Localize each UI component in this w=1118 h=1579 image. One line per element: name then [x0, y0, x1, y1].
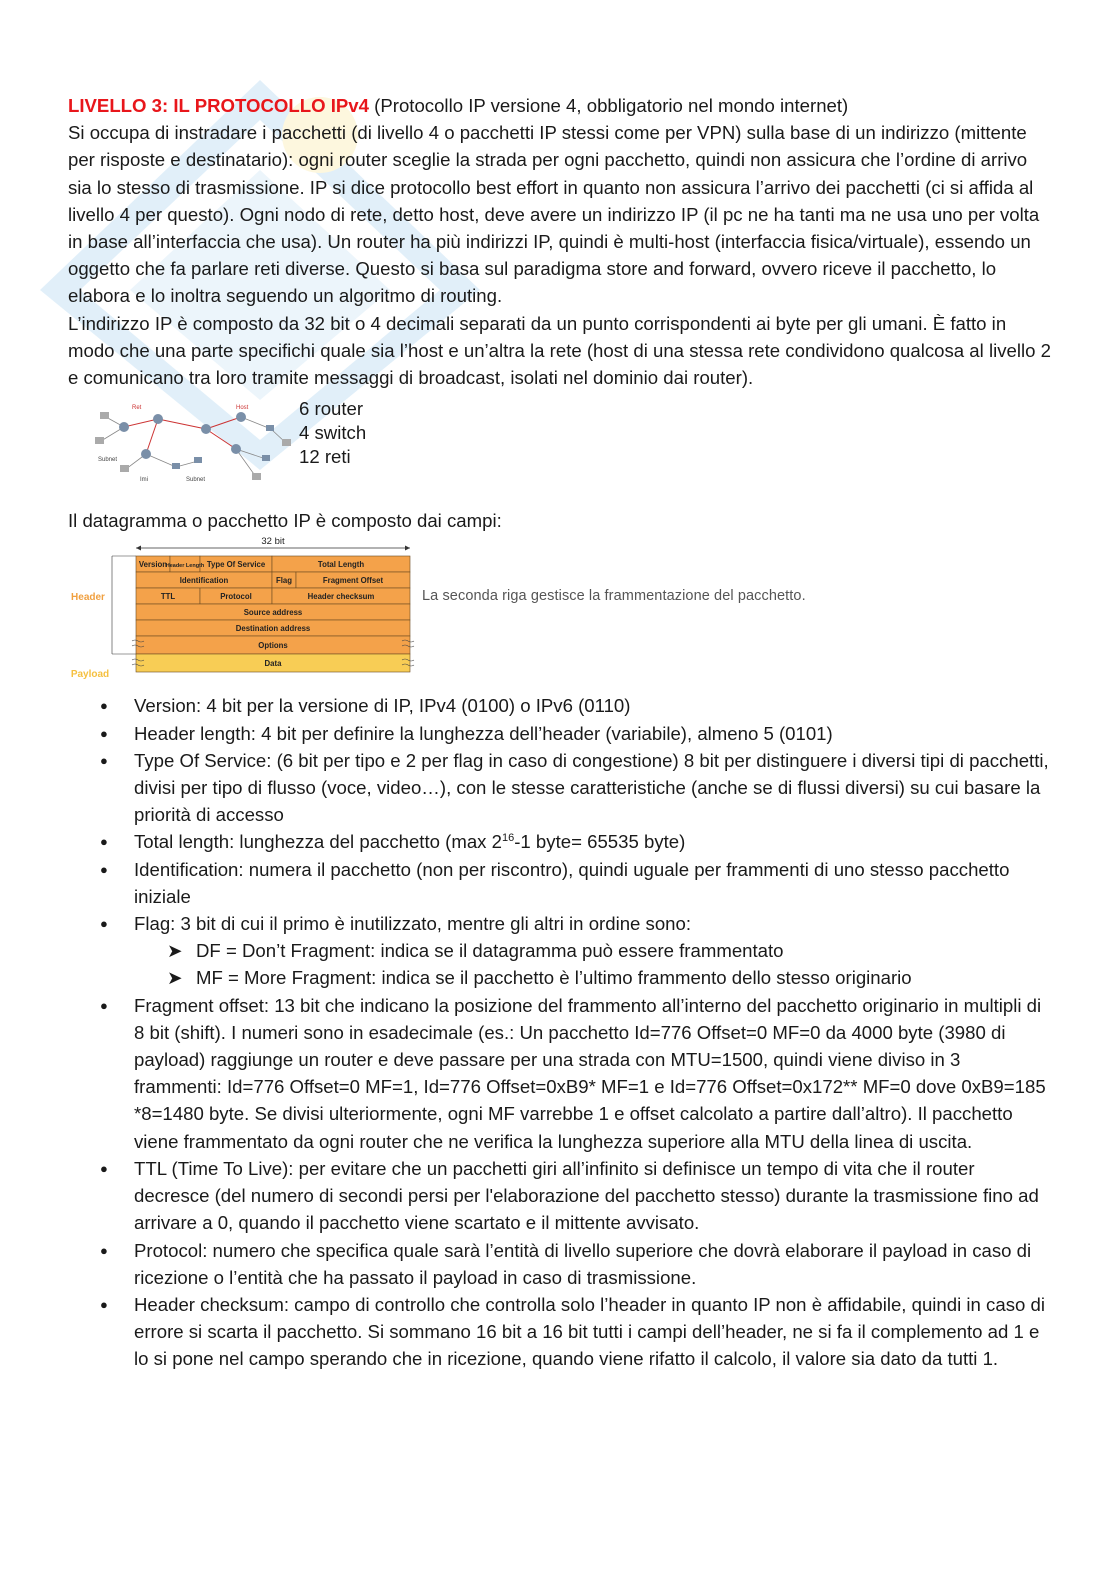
ttl-description: TTL (Time To Live): per evitare che un pacchetti giri all’infinito si definisce un tempo di vita che il router decresce (del numero di secondi persi per l'elaborazione del pacchetto stesso) durante la trasmissione fino ad arrivare a 0, quando il pacchetto viene scartato e il mittente avvisato.	[134, 1157, 1039, 1234]
version-description: Version: 4 bit per la versione di IP, IPv4 (0100) o IPv6 (0110)	[134, 695, 631, 717]
ip-address-paragraph: L’indirizzo IP è composto da 32 bit o 4 decimali separati da un punto corrispondenti ai byte per gli umani. È fatto in modo che una parte specifichi quale sia l’host e un’altra la rete (host di una stessa rete condividono qualcosa al livello 2 e comunicano tra loro tramite messaggi di broadcast, isolati nel dominio dai router).	[68, 312, 1051, 389]
field-tos: Type Of Service	[206, 560, 266, 570]
network-example	[68, 395, 1053, 493]
list-item	[68, 1291, 1053, 1373]
list-item	[68, 910, 1053, 992]
datagram-intro: Il datagramma o pacchetto IP è composto dai campi:	[68, 510, 502, 532]
section-title: LIVELLO 3: IL PROTOCOLLO IPv4	[68, 95, 369, 116]
total-length-tail: -1 byte= 65535 byte)	[514, 831, 686, 853]
tiny-label: Imi	[140, 477, 148, 484]
fragment-offset-description: Fragment offset: 13 bit che indicano la posizione del frammento all’interno del pacchetto originario in multipli di 8 bit (shift). I numeri sono in esadecimale (es.: Un pacchetto Id=776 Offset=0 MF=0 da 4000 byte (3980 di payload) raggiunge un router e deve passare per una strada con MTU=1500, quindi viene diviso in 3 frammenti: Id=776 Offset=0 MF=1, Id=776 Offset=0xB9* MF=1 e Id=776 Offset=0x172** MF=0 dove 0xB9=185 *8=1480 byte. Se divisi ulteriormente, ogni MF varrebbe 1 e offset calcolato a partire dall’altro). Il pacchetto viene frammentato da ogni router che ne verifica la lunghezza superiore alla MTU della linea di uscita.	[134, 994, 1046, 1152]
total-length-description: Total length: lunghezza del pacchetto (max 2	[134, 831, 502, 853]
field-source-address: Source address	[243, 608, 303, 618]
sub-list-item	[134, 964, 1053, 991]
ip-datagram-diagram	[66, 536, 436, 688]
arrow-bullet-icon: ➤	[167, 940, 183, 962]
network-count-label: 12 reti	[299, 446, 351, 468]
list-item	[68, 992, 1053, 1155]
protocol-description: Protocol: numero che specifica quale sarà l’entità di livello superiore che dovrà elaborare il payload in caso di ricezione o l’entità che ha passato il payload in caso di trasmissione.	[134, 1239, 1032, 1288]
field-data: Data	[264, 659, 282, 669]
fragmentation-note: La seconda riga gestisce la frammentazione del pacchetto.	[422, 588, 806, 605]
field-options: Options	[258, 641, 288, 651]
field-identification: Identification	[179, 576, 229, 586]
datagram-figure	[68, 536, 1053, 688]
exponent: 16	[501, 832, 515, 845]
tiny-label: Ret	[132, 405, 142, 412]
tos-description: Type Of Service: (6 bit per tipo e 2 per flag in caso di congestione) 8 bit per distinguere i diversi tipi di pacchetti, divisi per tipo di flusso (voce, video…), con le stesse caratteristiche (anche se di flussi diversi) su cui basare la priorità di accesso	[134, 749, 1049, 826]
field-destination-address: Destination address	[235, 624, 311, 634]
identification-description: Identification: numera il pacchetto (non per riscontro), quindi uguale per frammenti di uno stesso pacchetto iniziale	[134, 858, 1010, 907]
list-item	[68, 720, 1053, 747]
list-item	[68, 692, 1053, 719]
field-header-checksum: Header checksum	[307, 592, 375, 602]
mf-description: MF = More Fragment: indica se il pacchetto è l’ultimo frammento dello stesso originario	[196, 967, 912, 989]
sub-list-item	[134, 937, 1053, 964]
tiny-label: Subnet	[98, 457, 118, 464]
intro-paragraph: Si occupa di instradare i pacchetti (di livello 4 o pacchetti IP stessi come per VPN) sulla base di un indirizzo (mittente per risposte e destinatario): ogni router sceglie la strada per ogni pacchetto, quindi non assicura che l’ordine di arrivo sia lo stesso di trasmissione. IP si dice protocollo best effort in quanto non assicura l’arrivo dei pacchetti (ci si affida al livello 4 per questo). Ogni nodo di rete, detto host, deve avere un indirizzo IP (il pc ne ha tanti ma ne usa uno per volta in base all’interfaccia che usa). Un router ha più indirizzi IP, quindi è multi-host (interfaccia fisica/virtuale), essendo un oggetto che fa parlare reti diverse. Questo si basa sul paradigma store and forward, ovvero riceve il pacchetto, lo elabora e lo inoltra seguendo un algoritmo di routing.	[68, 122, 1040, 307]
intro-heading-line	[68, 92, 1053, 119]
section-subtitle: (Protocollo IP versione 4, obbligatorio nel mondo internet)	[369, 95, 849, 116]
router-count-label: 6 router	[299, 398, 364, 420]
field-flag: Flag	[275, 576, 293, 586]
list-item	[68, 828, 1053, 855]
width-label: 32 bit	[261, 536, 285, 548]
arrow-bullet-icon: ➤	[167, 967, 183, 989]
network-labels	[299, 397, 366, 469]
field-description-list	[68, 692, 1053, 1372]
header-label: Header	[71, 592, 105, 604]
flag-sublist	[134, 937, 1053, 991]
switch-count-label: 4 switch	[299, 422, 367, 444]
list-item	[68, 1155, 1053, 1237]
payload-label: Payload	[70, 669, 110, 681]
field-fragment-offset: Fragment Offset	[322, 576, 384, 586]
network-topology-diagram	[86, 399, 296, 489]
field-ttl: TTL	[160, 592, 176, 602]
list-item	[68, 1237, 1053, 1291]
checksum-description: Header checksum: campo di controllo che controlla solo l’header in quanto IP non è affidabile, quindi in caso di errore si scarta il pacchetto. Si sommano 16 bit a 16 bit tutti i campi dell’header, ne si fa il complemento ad 1 e lo si pone nel campo sperando che in ricezione, quando viene rifatto il calcolo, il valore sia dato da tutti 1.	[134, 1293, 1045, 1370]
field-protocol: Protocol	[220, 592, 252, 602]
df-description: DF = Don’t Fragment: indica se il datagramma può essere frammentato	[196, 940, 784, 962]
field-header-length: Header Length	[165, 563, 205, 570]
header-length-description: Header length: 4 bit per definire la lunghezza dell’header (variabile), almeno 5 (0101)	[134, 722, 833, 744]
flag-description: Flag: 3 bit di cui il primo è inutilizzato, mentre gli altri in ordine sono:	[134, 913, 692, 935]
field-total-length: Total Length	[317, 560, 365, 570]
document-content	[68, 92, 1053, 1373]
tiny-label: Host	[236, 405, 249, 412]
field-version: Version	[138, 560, 168, 570]
list-item	[68, 747, 1053, 829]
list-item	[68, 856, 1053, 910]
tiny-label: Subnet	[186, 477, 206, 484]
